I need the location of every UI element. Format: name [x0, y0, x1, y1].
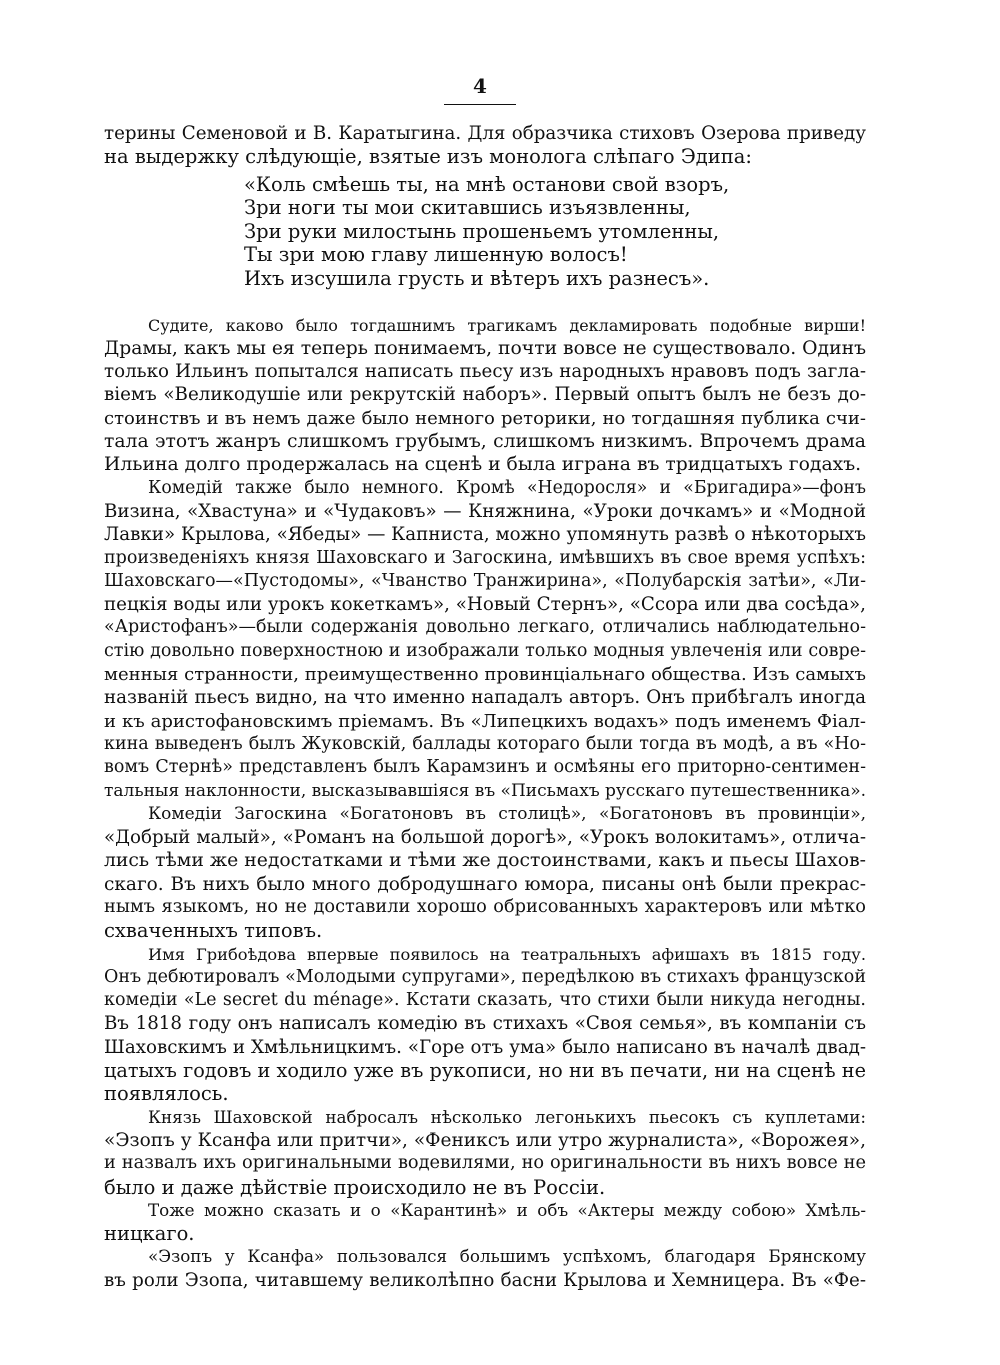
text-line: терины Семеновой и В. Каратыгина. Для образчика стиховъ Озерова приведу — [104, 123, 866, 144]
poem-quote — [104, 173, 866, 291]
text-line: Лавки» Крылова, «Ябеды» — Капниста, можно упомянуть развѣ о нѣкоторыхъ — [104, 524, 866, 546]
text-line: пецкія воды или урокъ кокеткамъ», «Новый Стернъ», «Ссора или два сосѣда», — [104, 594, 866, 616]
text-line: «Эзопъ у Ксанфа» пользовался большимъ успѣхомъ, благодаря Брянскому — [148, 1246, 866, 1267]
text-line: Шаховскаго—«Пустодомы», «Чванство Транжирина», «Полубарскія затѣи», «Ли- — [104, 570, 866, 591]
text-line: Драмы, какъ мы ея теперь понимаемъ, почти вовсе не существовало. Одинъ — [104, 337, 867, 359]
text-line: тальныя наклонности, высказывавшіяся въ «Письмахъ русскаго путешественника». — [104, 780, 867, 801]
text-line: названій пьесъ видно, на что именно нападалъ авторъ. Онъ прибѣгалъ иногда — [104, 687, 866, 709]
text-line: тала этотъ жанръ слишкомъ грубымъ, слишкомъ низкимъ. Впрочемъ драма — [104, 431, 866, 453]
poem-line: Зри ноги ты мои скитавшись изъязвленны, — [244, 196, 691, 220]
text-line: только Ильинъ попытался написать пьесу изъ народныхъ нравовъ подъ загла- — [104, 361, 866, 383]
text-line: было и даже дѣйствіе происходило не въ Россіи. — [104, 1175, 606, 1199]
text-line: цатыхъ годовъ и ходило уже въ рукописи, но ни въ печати, ни на сценѣ не — [104, 1059, 866, 1083]
text-line: вомъ Стернѣ» представленъ былъ Карамзинъ и осмѣяны его приторно-сентимен- — [104, 757, 866, 778]
text-line: схваченныхъ типовъ. — [104, 919, 323, 943]
text-line: появлялось. — [104, 1082, 229, 1106]
text-line: Въ 1818 году онъ написалъ комедію въ стихахъ «Своя семья», въ компаніи съ — [104, 1013, 866, 1035]
text-line: ницкаго. — [104, 1222, 195, 1246]
text-line: Визина, «Хвастуна» и «Чудаковъ» — Княжнина, «Уроки дочкамъ» и «Модной — [104, 500, 866, 522]
text-line: Имя Грибоѣдова впервые появилось на театральныхъ афишахъ въ 1815 году. — [148, 944, 866, 964]
text-line: «Добрый малый», «Романъ на большой дорогѣ», «Урокъ волокитамъ», отлича- — [104, 827, 866, 849]
text-line: Ильина долго продержалась на сценѣ и была играна въ тридцатыхъ годахъ. — [104, 454, 862, 476]
text-line: Князь Шаховской набросалъ нѣсколько легонькихъ пьесокъ съ куплетами: — [148, 1106, 866, 1127]
text-line: нымъ языкомъ, но не доставили хорошо обрисованныхъ характеровъ или мѣтко — [104, 896, 866, 917]
text-body — [104, 122, 866, 1292]
text-line: кина выведенъ былъ Жуковскій, баллады котораго были тогда въ модѣ, а въ «Но- — [104, 733, 866, 754]
text-line: Онъ дебютировалъ «Молодыми супругами», передѣлкою въ стихахъ французской — [104, 966, 866, 987]
paragraph-gap — [104, 291, 866, 314]
text-line: стію довольно поверхностною и изображали только модныя увлеченія или совре- — [104, 640, 866, 661]
text-line: Тоже можно сказать и о «Карантинѣ» и объ «Актеры между собою» Хмѣль- — [148, 1199, 866, 1220]
text-line: и къ аристофановскимъ пріемамъ. Въ «Липецкихъ водахъ» подъ именемъ Фіал- — [104, 710, 866, 732]
text-line: Комедіи Загоскина «Богатоновъ въ столицѣ», «Богатоновъ въ провинціи», — [148, 803, 866, 824]
text-line: Шаховскимъ и Хмѣльницкимъ. «Горе отъ ума» было написано въ началѣ двад- — [104, 1036, 866, 1058]
text-line: произведеніяхъ князя Шаховскаго и Загоскина, имѣвшихъ въ свое время успѣхъ: — [104, 547, 866, 568]
poem-line: Ихъ изсушила грусть и вѣтеръ ихъ разнесъ». — [244, 266, 710, 290]
page-number-rule — [444, 104, 516, 105]
text-line: Комедій также было немного. Кромѣ «Недоросля» и «Бригадира»—фонъ — [148, 477, 866, 498]
text-line: лись тѣми же недостатками и тѣми же достоинствами, какъ и пьесы Шахов- — [104, 850, 866, 872]
text-line: Судите, каково было тогдашнимъ трагикамъ декламировать подобные вирши! — [148, 315, 866, 335]
text-line: на выдержку слѣдующіе, взятые изъ монолога слѣпаго Эдипа: — [104, 145, 752, 169]
poem-line: Ты зри мою главу лишенную волосъ! — [244, 243, 628, 267]
poem-line: «Коль смѣешь ты, на мнѣ останови свой взоръ, — [244, 172, 730, 196]
text-line: менныя странности, преимущественно провинціальнаго общества. Изъ самыхъ — [104, 664, 866, 686]
text-line: стоинствъ и въ немъ даже было немного реторики, но тогдашняя публика счи- — [104, 407, 866, 429]
text-line: въ роли Эзопа, читавшему великолѣпно басни Крылова и Хемницера. Въ «Фе- — [104, 1269, 866, 1291]
text-line: віемъ «Великодушіе или рекрутскій наборъ». Первый опытъ былъ не безъ до- — [104, 384, 866, 406]
text-line: «Эзопъ у Ксанфа или притчи», «Фениксъ или утро журналиста», «Ворожея», — [104, 1129, 866, 1151]
text-line: комедіи «Le secret du ménage». Кстати сказать, что стихи были никуда негодны. — [104, 990, 866, 1011]
poem-line: Зри руки милостынь прошеньемъ утомленны, — [244, 219, 720, 243]
page-number: 4 — [473, 74, 487, 98]
text-line: скаго. Въ нихъ было много добродушнаго юмора, писаны онѣ были прекрас- — [104, 873, 866, 895]
text-line: «Аристофанъ»—были содержанія довольно легкаго, отличались наблюдательно- — [104, 617, 866, 638]
text-line: и назвалъ ихъ оригинальными водевилями, но оригинальности въ нихъ вовсе не — [104, 1153, 866, 1174]
